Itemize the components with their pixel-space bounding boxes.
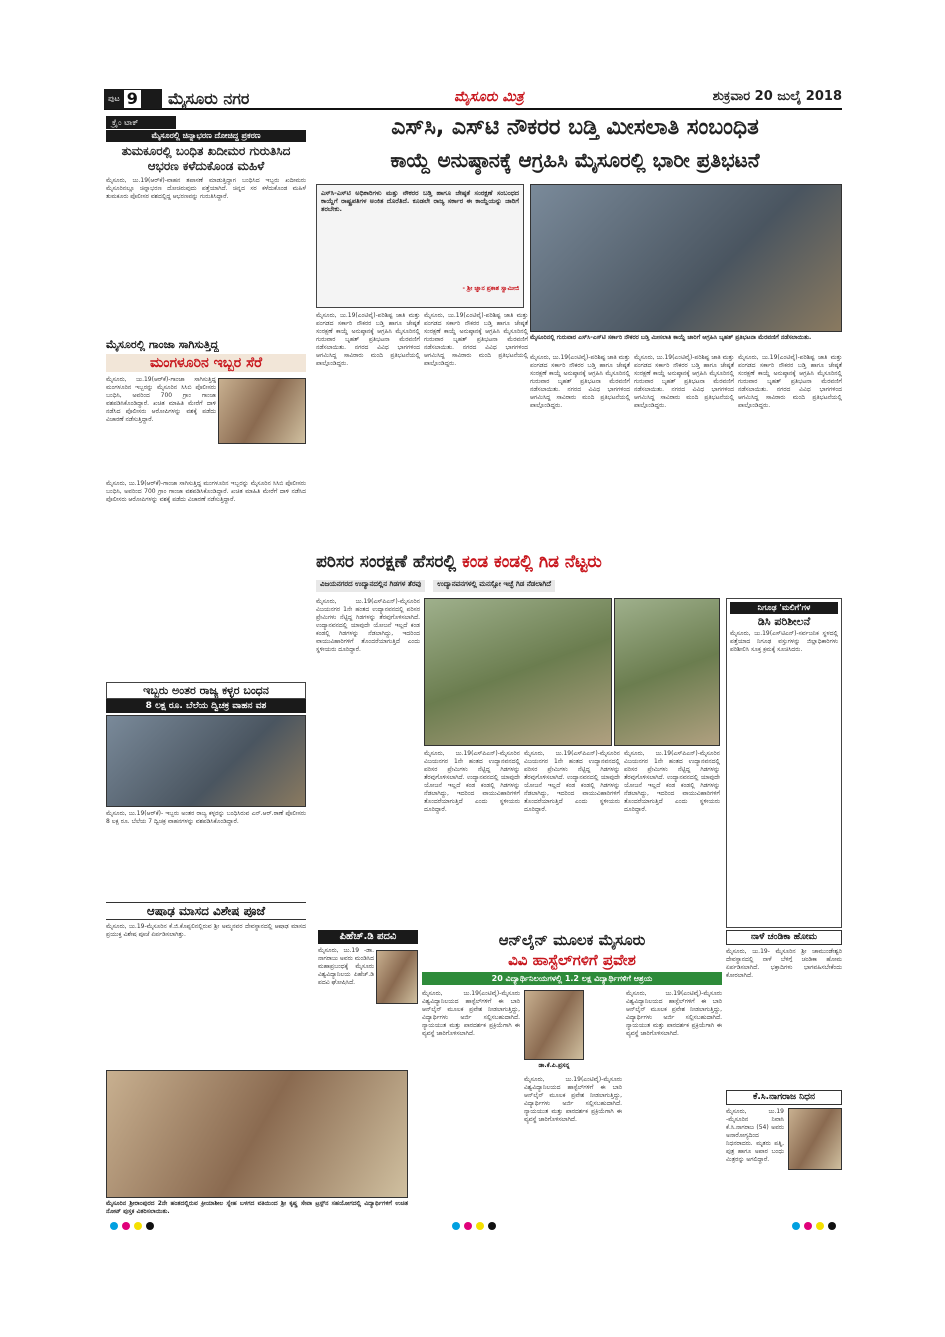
env-tag-2: ಉದ್ಯಾನವನಗಳಲ್ಲಿ ಮನಸ್ಸೋ ಇಚ್ಛೆ ಗಿಡ ನೆಡಲಾಗಿದೆ (433, 580, 555, 592)
page-number-badge (104, 89, 162, 109)
arrest-photo (218, 378, 306, 444)
lead-headline (308, 112, 842, 178)
story-body-cont: ಮೈಸೂರು, ಜು.19(ಆರ್‌ಕೆ)-ಗಾಂಜಾ ಸಾಗಿಸುತ್ತಿದ್ದ ಮಂಗಳೂರಿನ ಇಬ್ಬರನ್ನು ಮೈಸೂರಿನ ಸಿಸಿಬಿ ಪೊಲೀಸರು ಬಂಧಿಸಿ, ಅವರಿಂದ 700 ಗ್ರಾಂ ಗಾಂಜಾ ವಶಪಡಿಸಿಕೊಂಡಿದ್ದಾರೆ. ಖಚಿತ ಮಾಹಿತಿ ಮೇರೆಗೆ ದಾಳಿ ನಡೆಸಿದ ಪೊಲೀಸರು ಆರೋಪಿಗಳನ್ನು ವಶಕ್ಕೆ ಪಡೆದು ವಿಚಾರಣೆ ನಡೆಸುತ್ತಿದ್ದಾರೆ. (106, 480, 306, 503)
story-kicker: ಮೈಸೂರಲ್ಲಿ ಚಿನ್ನಾಭರಣ ದೋಚಿದ್ದ ಪ್ರಕರಣ (106, 130, 306, 142)
story-subhead: 8 ಲಕ್ಷ ರೂ. ಬೆಲೆಯ ದ್ವಿಚಕ್ರ ವಾಹನ ವಶ (106, 699, 306, 713)
hostel-body-col3: ಮೈಸೂರು, ಜು.19(ಎಂಟಿವೈ)-ಮೈಸೂರು ವಿಶ್ವವಿದ್ಯಾನಿಲಯದ ಹಾಸ್ಟೆಲ್‌ಗಳಿಗೆ ಈ ಬಾರಿ ಆನ್‌ಲೈನ್ ಮೂಲಕ ಪ್ರವೇಶ ನೀಡಲಾಗುತ್ತಿದ್ದು, ವಿದ್ಯಾರ್ಥಿಗಳು ಅರ್ಜಿ ಸಲ್ಲಿಸಬಹುದಾಗಿದೆ. ನ್ಯಾಯಯುತ ಮತ್ತು ಪಾರದರ್ಶಕ ಪ್ರಕ್ರಿಯೆಗಾಗಿ ಈ ವ್ಯವಸ್ಥೆ ಜಾರಿಗೊಳಿಸಲಾಗಿದೆ. (626, 990, 722, 1037)
story-headline: ಕೆ.ಸಿ.ನಾಗರಾಜ ನಿಧನ (726, 1090, 842, 1105)
lead-body-col1: ಮೈಸೂರು, ಜು.19(ಎಂಟಿವೈ)-ಪರಿಶಿಷ್ಟ ಜಾತಿ ಮತ್ತು ಪಂಗಡದ ಸರ್ಕಾರಿ ನೌಕರರ ಬಡ್ತಿ ಹಾಗೂ ಜೇಷ್ಠತೆ ಸಂರಕ್ಷಣೆ ಕಾಯ್ದೆ ಅನುಷ್ಠಾನಕ್ಕೆ ಆಗ್ರಹಿಸಿ ಮೈಸೂರಿನಲ್ಲಿ ಗುರುವಾರ ಬೃಹತ್ ಪ್ರತಿಭಟನಾ ಮೆರವಣಿಗೆ ನಡೆಸಲಾಯಿತು. ನಗರದ ವಿವಿಧ ಭಾಗಗಳಿಂದ ಆಗಮಿಸಿದ್ದ ಸಾವಿರಾರು ಮಂದಿ ಪ್ರತಿಭಟನೆಯಲ್ಲಿ ಪಾಲ್ಗೊಂಡಿದ್ದರು. (316, 312, 420, 367)
hostel-body-col1: ಮೈಸೂರು, ಜು.19(ಎಂಟಿವೈ)-ಮೈಸೂರು ವಿಶ್ವವಿದ್ಯಾನಿಲಯದ ಹಾಸ್ಟೆಲ್‌ಗಳಿಗೆ ಈ ಬಾರಿ ಆನ್‌ಲೈನ್ ಮೂಲಕ ಪ್ರವೇಶ ನೀಡಲಾಗುತ್ತಿದ್ದು, ವಿದ್ಯಾರ್ಥಿಗಳು ಅರ್ಜಿ ಸಲ್ಲಿಸಬಹುದಾಗಿದೆ. ನ್ಯಾಯಯುತ ಮತ್ತು ಪಾರದರ್ಶಕ ಪ್ರಕ್ರಿಯೆಗಾಗಿ ಈ ವ್ಯವಸ್ಥೆ ಜಾರಿಗೊಳಿಸಲಾಗಿದೆ. (422, 990, 520, 1037)
lead-body-col5: ಮೈಸೂರು, ಜು.19(ಎಂಟಿವೈ)-ಪರಿಶಿಷ್ಟ ಜಾತಿ ಮತ್ತು ಪಂಗಡದ ಸರ್ಕಾರಿ ನೌಕರರ ಬಡ್ತಿ ಹಾಗೂ ಜೇಷ್ಠತೆ ಸಂರಕ್ಷಣೆ ಕಾಯ್ದೆ ಅನುಷ್ಠಾನಕ್ಕೆ ಆಗ್ರಹಿಸಿ ಮೈಸೂರಿನಲ್ಲಿ ಗುರುವಾರ ಬೃಹತ್ ಪ್ರತಿಭಟನಾ ಮೆರವಣಿಗೆ ನಡೆಸಲಾಯಿತು. ನಗರದ ವಿವಿಧ ಭಾಗಗಳಿಂದ ಆಗಮಿಸಿದ್ದ ಸಾವಿರಾರು ಮಂದಿ ಪ್ರತಿಭಟನೆಯಲ್ಲಿ ಪಾಲ್ಗೊಂಡಿದ್ದರು. (738, 354, 842, 409)
story-ganja (106, 338, 306, 608)
story-kicker: ಮೈಸೂರಲ್ಲಿ ಗಾಂಜಾ ಸಾಗಿಸುತ್ತಿದ್ದ (106, 338, 219, 351)
hostel-photo-caption: ಡಾ.ಕೆ.ಪಿ.ಪ್ರಸನ್ನ (538, 1062, 570, 1069)
story-headline: ನಾಳೆ ಚಂಡಿಕಾ ಹೋಮ (726, 930, 842, 945)
story-thieves (106, 682, 306, 910)
env-headline-part1: ಪರಿಸರ ಸಂರಕ್ಷಣೆ ಹೆಸರಲ್ಲಿ (316, 552, 463, 572)
env-body-col3: ಮೈಸೂರು, ಜು.19(ಎಸ್‌ಪಿಎನ್)-ಮೈಸೂರಿನ ವಿಜಯನಗರ 1ನೇ ಹಂತದ ಉದ್ಯಾನವನದಲ್ಲಿ ಪರಿಸರ ಪ್ರೇಮಿಗಳು ನೆಟ್ಟಿದ್ದ ಗಿಡಗಳನ್ನು ತೆರವುಗೊಳಿಸಲಾಗಿದೆ. ಉದ್ಯಾನವನದಲ್ಲಿ ಯಾವುದೇ ಯೋಜನೆ ಇಲ್ಲದೆ ಕಂಡ ಕಂಡಲ್ಲಿ ಗಿಡಗಳನ್ನು ನೆಡಲಾಗಿದ್ದು, ಇದರಿಂದ ವಾಯುವಿಹಾರಿಗಳಿಗೆ ತೊಂದರೆಯಾಗುತ್ತಿದೆ ಎಂದು ಸ್ಥಳೀಯರು ದೂರಿದ್ದಾರೆ. (524, 750, 620, 813)
lead-body-col4: ಮೈಸೂರು, ಜು.19(ಎಂಟಿವೈ)-ಪರಿಶಿಷ್ಟ ಜಾತಿ ಮತ್ತು ಪಂಗಡದ ಸರ್ಕಾರಿ ನೌಕರರ ಬಡ್ತಿ ಹಾಗೂ ಜೇಷ್ಠತೆ ಸಂರಕ್ಷಣೆ ಕಾಯ್ದೆ ಅನುಷ್ಠಾನಕ್ಕೆ ಆಗ್ರಹಿಸಿ ಮೈಸೂರಿನಲ್ಲಿ ಗುರುವಾರ ಬೃಹತ್ ಪ್ರತಿಭಟನಾ ಮೆರವಣಿಗೆ ನಡೆಸಲಾಯಿತು. ನಗರದ ವಿವಿಧ ಭಾಗಗಳಿಂದ ಆಗಮಿಸಿದ್ದ ಸಾವಿರಾರು ಮಂದಿ ಪ್ರತಿಭಟನೆಯಲ್ಲಿ ಪಾಲ್ಗೊಂಡಿದ್ದರು. (634, 354, 734, 409)
hostel-portrait (524, 990, 584, 1060)
park-photo-2 (614, 598, 720, 746)
env-body-col2: ಮೈಸೂರು, ಜು.19(ಎಸ್‌ಪಿಎನ್)-ಮೈಸೂರಿನ ವಿಜಯನಗರ 1ನೇ ಹಂತದ ಉದ್ಯಾನವನದಲ್ಲಿ ಪರಿಸರ ಪ್ರೇಮಿಗಳು ನೆಟ್ಟಿದ್ದ ಗಿಡಗಳನ್ನು ತೆರವುಗೊಳಿಸಲಾಗಿದೆ. ಉದ್ಯಾನವನದಲ್ಲಿ ಯಾವುದೇ ಯೋಜನೆ ಇಲ್ಲದೆ ಕಂಡ ಕಂಡಲ್ಲಿ ಗಿಡಗಳನ್ನು ನೆಡಲಾಗಿದ್ದು, ಇದರಿಂದ ವಾಯುವಿಹಾರಿಗಳಿಗೆ ತೊಂದರೆಯಾಗುತ್ತಿದೆ ಎಂದು ಸ್ಥಳೀಯರು ದೂರಿದ್ದಾರೆ. (424, 750, 520, 813)
sidebar-body: ಮೈಸೂರು, ಜು.19(ಎಸ್‌ಟಿಎನ್)-ಸರ್ವಜನಿಕ ಸ್ಥಳದಲ್ಲಿ ಪತ್ತೆಯಾದ ನಿಗೂಢ ವಸ್ತುಗಳನ್ನು ಜಿಲ್ಲಾಧಿಕಾರಿಗಳು ಪರಿಶೀಲಿಸಿ ಸೂಕ್ತ ಕ್ರಮಕ್ಕೆ ಸೂಚಿಸಿದರು. (730, 630, 838, 653)
story-headline: ಇಬ್ಬರು ಅಂತರ ರಾಜ್ಯ ಕಳ್ಳರ ಬಂಧನ (106, 682, 306, 699)
bikes-photo (106, 715, 306, 807)
park-photo-1 (424, 598, 612, 746)
story-body: ಮೈಸೂರು, ಜು.19(ಆರ್‌ಕೆ)-ವಾಹನ ತಪಾಸಣೆ ಮಾಡುತ್ತಿದ್ದಾಗ ಬಂಧಿಸಿದ ಇಬ್ಬರು ಖದೀಮರು ಮೈಸೂರಿನಲ್ಲೂ ಚಿನ್ನಾಭರಣ ದೋಚಿರುವುದು ಪತ್ತೆಯಾಗಿದೆ. ಚಿನ್ನದ ಸರ ಕಳೆದುಕೊಂಡ ಮಹಿಳೆ ತುಮಕೂರು ಪೊಲೀಸರ ವಶದಲ್ಲಿದ್ದ ಆಭರಣವನ್ನು ಗುರುತಿಸಿದ್ದಾರೆ. (106, 177, 306, 200)
lead-headline-line2: ಕಾಯ್ದೆ ಅನುಷ್ಠಾನಕ್ಕೆ ಆಗ್ರಹಿಸಿ ಮೈಸೂರಲ್ಲಿ ಭಾರೀ ಪ್ರತಿಭಟನೆ (390, 148, 760, 172)
hostel-body-col2: ಮೈಸೂರು, ಜು.19(ಎಂಟಿವೈ)-ಮೈಸೂರು ವಿಶ್ವವಿದ್ಯಾನಿಲಯದ ಹಾಸ್ಟೆಲ್‌ಗಳಿಗೆ ಈ ಬಾರಿ ಆನ್‌ಲೈನ್ ಮೂಲಕ ಪ್ರವೇಶ ನೀಡಲಾಗುತ್ತಿದ್ದು, ವಿದ್ಯಾರ್ಥಿಗಳು ಅರ್ಜಿ ಸಲ್ಲಿಸಬಹುದಾಗಿದೆ. ನ್ಯಾಯಯುತ ಮತ್ತು ಪಾರದರ್ಶಕ ಪ್ರಕ್ರಿಯೆಗಾಗಿ ಈ ವ್ಯವಸ್ಥೆ ಜಾರಿಗೊಳಿಸಲಾಗಿದೆ. (524, 1076, 622, 1123)
registration-marks-right (792, 1222, 836, 1230)
story-body: ಮೈಸೂರು, ಜು.19(ಆರ್‌ಕೆ)- ಇಬ್ಬರು ಅಂತರ ರಾಜ್ಯ ಕಳ್ಳರನ್ನು ಬಂಧಿಸಿರುವ ಎನ್.ಆರ್.ಠಾಣೆ ಪೊಲೀಸರು 8 ಲಕ್ಷ ರೂ. ಬೆಲೆಯ 7 ದ್ವಿಚಕ್ರ ವಾಹನಗಳನ್ನು ವಶಪಡಿಸಿಕೊಂಡಿದ್ದಾರೆ. (106, 810, 306, 825)
crime-tag: ಕ್ರೈಂ ಟಾಕ್ (106, 116, 176, 129)
story-headline: ಆಷಾಢ ಮಾಸದ ವಿಶೇಷ ಪೂಜೆ (106, 902, 306, 920)
page-label: ಪುಟ (108, 94, 120, 103)
protest-photo (530, 184, 842, 332)
masthead: ಮೈಸೂರು ಮಿತ್ರ (454, 89, 524, 105)
registration-marks-left (110, 1222, 154, 1230)
page-header (104, 88, 842, 110)
chandika-homa-story (726, 930, 842, 1082)
story-headline: ತುಮಕೂರಲ್ಲಿ ಬಂಧಿತ ಖದೀಮರ ಗುರುತಿಸಿದ ಆಭರಣ ಕಳೆದುಕೊಂಡ ಮಹಿಳೆ (121, 144, 291, 173)
env-body-col4: ಮೈಸೂರು, ಜು.19(ಎಸ್‌ಪಿಎನ್)-ಮೈಸೂರಿನ ವಿಜಯನಗರ 1ನೇ ಹಂತದ ಉದ್ಯಾನವನದಲ್ಲಿ ಪರಿಸರ ಪ್ರೇಮಿಗಳು ನೆಟ್ಟಿದ್ದ ಗಿಡಗಳನ್ನು ತೆರವುಗೊಳಿಸಲಾಗಿದೆ. ಉದ್ಯಾನವನದಲ್ಲಿ ಯಾವುದೇ ಯೋಜನೆ ಇಲ್ಲದೆ ಕಂಡ ಕಂಡಲ್ಲಿ ಗಿಡಗಳನ್ನು ನೆಡಲಾಗಿದ್ದು, ಇದರಿಂದ ವಾಯುವಿಹಾರಿಗಳಿಗೆ ತೊಂದರೆಯಾಗುತ್ತಿದೆ ಎಂದು ಸ್ಥಳೀಯರು ದೂರಿದ್ದಾರೆ. (624, 750, 720, 813)
hostel-headline-line1: ಆನ್‌ಲೈನ್ ಮೂಲಕ ಮೈಸೂರು (498, 931, 646, 949)
env-tag-1: ವಿಜಯನಗರದ ಉದ್ಯಾನದಲ್ಲಿನ ಗಿಡಗಳ ತೆರವು (316, 580, 425, 592)
phd-body: ಮೈಸೂರು, ಜು.19 -ಡಾ. ನಾಗರಾಜು ಅವರು ಮಂಡಿಸಿದ ಮಹಾಪ್ರಬಂಧಕ್ಕೆ ಮೈಸೂರು ವಿಶ್ವವಿದ್ಯಾನಿಲಯ ಪಿಹೆಚ್.ಡಿ ಪದವಿ ಘೋಷಿಸಿದೆ. (318, 947, 374, 986)
phd-headline: ಪಿಹೆಚ್.ಡಿ ಪದವಿ (318, 930, 418, 944)
story-body: ಮೈಸೂರು, ಜು.19(ಆರ್‌ಕೆ)-ಗಾಂಜಾ ಸಾಗಿಸುತ್ತಿದ್ದ ಮಂಗಳೂರಿನ ಇಬ್ಬರನ್ನು ಮೈಸೂರಿನ ಸಿಸಿಬಿ ಪೊಲೀಸರು ಬಂಧಿಸಿ, ಅವರಿಂದ 700 ಗ್ರಾಂ ಗಾಂಜಾ ವಶಪಡಿಸಿಕೊಂಡಿದ್ದಾರೆ. ಖಚಿತ ಮಾಹಿತಿ ಮೇರೆಗೆ ದಾಳಿ ನಡೆಸಿದ ಪೊಲೀಸರು ಆರೋಪಿಗಳನ್ನು ವಶಕ್ಕೆ ಪಡೆದು ವಿಚಾರಣೆ ನಡೆಸುತ್ತಿದ್ದಾರೆ. (106, 376, 216, 423)
obituary-portrait (788, 1108, 842, 1170)
lead-quote: ಎಸ್‌ಸಿ-ಎಸ್‌ಟಿ ಅಧಿಕಾರಿಗಳು ಮತ್ತು ನೌಕರರ ಬಡ್ತಿ ಹಾಗೂ ಜೇಷ್ಠತೆ ಸಂರಕ್ಷಣೆ ಸಂಬಂಧದ ಕಾಯ್ದೆಗೆ ರಾಷ್ಟ್ರಪತಿಗಳ ಅಂಕಿತ ದೊರೆತಿದೆ. ಕೂಡಲೇ ರಾಜ್ಯ ಸರ್ಕಾರ ಈ ಕಾಯ್ದೆಯನ್ನು ಜಾರಿಗೆ ತರಬೇಕು. (321, 189, 519, 213)
section-title: ಮೈಸೂರು ನಗರ (168, 89, 250, 108)
story-gold-theft (106, 130, 306, 352)
phd-box (318, 930, 418, 1064)
env-tags (316, 580, 842, 592)
env-body-col1: ಮೈಸೂರು, ಜು.19(ಎಸ್‌ಪಿಎನ್)-ಮೈಸೂರಿನ ವಿಜಯನಗರ 1ನೇ ಹಂತದ ಉದ್ಯಾನವನದಲ್ಲಿ ಪರಿಸರ ಪ್ರೇಮಿಗಳು ನೆಟ್ಟಿದ್ದ ಗಿಡಗಳನ್ನು ತೆರವುಗೊಳಿಸಲಾಗಿದೆ. ಉದ್ಯಾನವನದಲ್ಲಿ ಯಾವುದೇ ಯೋಜನೆ ಇಲ್ಲದೆ ಕಂಡ ಕಂಡಲ್ಲಿ ಗಿಡಗಳನ್ನು ನೆಡಲಾಗಿದ್ದು, ಇದರಿಂದ ವಾಯುವಿಹಾರಿಗಳಿಗೆ ತೊಂದರೆಯಾಗುತ್ತಿದೆ ಎಂದು ಸ್ಥಳೀಯರು ದೂರಿದ್ದಾರೆ. (316, 598, 420, 653)
sidebar-title-1: ನಿಗೂಢ 'ಮಲಿಗೆ'ಗಳ (730, 602, 838, 614)
hostel-subhead: 20 ವಿದ್ಯಾರ್ಥಿನಿಲಯಗಳಲ್ಲಿ 1.2 ಲಕ್ಷ ವಿದ್ಯಾರ್ಥಿಗಳಿಗೆ ಆಶ್ರಯ (422, 972, 722, 985)
notebook-distribution-photo (106, 1070, 408, 1198)
sidebar-title-2: ಡಿಸಿ ಪರಿಶೀಲನೆ (757, 615, 811, 628)
story-body: ಮೈಸೂರು, ಜು.19 -ಮೈಸೂರಿನ ನಿವಾಸಿ ಕೆ.ಸಿ.ನಾಗರಾಜ (54) ಅವರು ಅನಾರೋಗ್ಯದಿಂದ ನಿಧನರಾದರು. ಮೃತರು ಪತ್ನಿ, ಪುತ್ರ ಹಾಗೂ ಅಪಾರ ಬಂಧು ಮಿತ್ರರನ್ನು ಅಗಲಿದ್ದಾರೆ. (726, 1108, 784, 1163)
obituary-story (726, 1090, 842, 1232)
story-body: ಮೈಸೂರು, ಜು.19-ಮೈಸೂರಿನ ಕೆ.ಜಿ.ಕೊಪ್ಪಲಿನಲ್ಲಿರುವ ಶ್ರೀ ಅಮ್ಮನವರ ದೇವಸ್ಥಾನದಲ್ಲಿ ಆಷಾಢ ಮಾಸದ ಪ್ರಯುಕ್ತ ವಿಶೇಷ ಪೂಜೆ ಏರ್ಪಡಿಸಲಾಗಿತ್ತು. (106, 923, 306, 938)
lead-quote-author: - ಶ್ರೀ ಜ್ಞಾನ ಪ್ರಕಾಶ ಸ್ವಾಮೀಜಿ (462, 285, 519, 292)
phd-portrait (376, 950, 418, 1004)
dc-inspection-box (726, 598, 842, 928)
story-ashada-pooja (106, 902, 306, 971)
lead-body-col3: ಮೈಸೂರು, ಜು.19(ಎಂಟಿವೈ)-ಪರಿಶಿಷ್ಟ ಜಾತಿ ಮತ್ತು ಪಂಗಡದ ಸರ್ಕಾರಿ ನೌಕರರ ಬಡ್ತಿ ಹಾಗೂ ಜೇಷ್ಠತೆ ಸಂರಕ್ಷಣೆ ಕಾಯ್ದೆ ಅನುಷ್ಠಾನಕ್ಕೆ ಆಗ್ರಹಿಸಿ ಮೈಸೂರಿನಲ್ಲಿ ಗುರುವಾರ ಬೃಹತ್ ಪ್ರತಿಭಟನಾ ಮೆರವಣಿಗೆ ನಡೆಸಲಾಯಿತು. ನಗರದ ವಿವಿಧ ಭಾಗಗಳಿಂದ ಆಗಮಿಸಿದ್ದ ಸಾವಿರಾರು ಮಂದಿ ಪ್ರತಿಭಟನೆಯಲ್ಲಿ ಪಾಲ್ಗೊಂಡಿದ್ದರು. (530, 354, 630, 409)
story-headline: ಮಂಗಳೂರಿನ ಇಬ್ಬರ ಸೆರೆ (106, 354, 306, 372)
story-body: ಮೈಸೂರು, ಜು.19- ಮೈಸೂರಿನ ಶ್ರೀ ಚಾಮುಂಡೇಶ್ವರಿ ದೇವಸ್ಥಾನದಲ್ಲಿ ನಾಳೆ ಬೆಳಿಗ್ಗೆ ಚಂಡಿಕಾ ಹೋಮ ಏರ್ಪಡಿಸಲಾಗಿದೆ. ಭಕ್ತಾದಿಗಳು ಭಾಗವಹಿಸಬೇಕೆಂದು ಕೋರಲಾಗಿದೆ. (726, 948, 842, 979)
hostel-headline-line2: ವಿವಿ ಹಾಸ್ಟೆಲ್‌ಗಳಿಗೆ ಪ್ರವೇಶ (508, 951, 636, 969)
lead-body-col2: ಮೈಸೂರು, ಜು.19(ಎಂಟಿವೈ)-ಪರಿಶಿಷ್ಟ ಜಾತಿ ಮತ್ತು ಪಂಗಡದ ಸರ್ಕಾರಿ ನೌಕರರ ಬಡ್ತಿ ಹಾಗೂ ಜೇಷ್ಠತೆ ಸಂರಕ್ಷಣೆ ಕಾಯ್ದೆ ಅನುಷ್ಠಾನಕ್ಕೆ ಆಗ್ರಹಿಸಿ ಮೈಸೂರಿನಲ್ಲಿ ಗುರುವಾರ ಬೃಹತ್ ಪ್ರತಿಭಟನಾ ಮೆರವಣಿಗೆ ನಡೆಸಲಾಯಿತು. ನಗರದ ವಿವಿಧ ಭಾಗಗಳಿಂದ ಆಗಮಿಸಿದ್ದ ಸಾವಿರಾರು ಮಂದಿ ಪ್ರತಿಭಟನೆಯಲ್ಲಿ ಪಾಲ್ಗೊಂಡಿದ್ದರು. (424, 312, 528, 367)
lead-photo-caption: ಮೈಸೂರಿನಲ್ಲಿ ಗುರುವಾರ ಎಸ್‌ಸಿ-ಎಸ್‌ಟಿ ಸರ್ಕಾರಿ ನೌಕರರ ಬಡ್ತಿ ಮೀಸಲಾತಿ ಕಾಯ್ದೆ ಜಾರಿಗೆ ಆಗ್ರಹಿಸಿ ಬೃಹತ್ ಪ್ರತಿಭಟನಾ ಮೆರವಣಿಗೆ ನಡೆಸಲಾಯಿತು. (530, 334, 812, 341)
lead-quote-box (316, 184, 524, 308)
registration-marks-center (452, 1222, 496, 1230)
env-headline-part2: ಕಂಡ ಕಂಡಲ್ಲಿ ಗಿಡ ನೆಟ್ಟರು (462, 552, 602, 572)
page-number: 9 (124, 90, 141, 108)
env-headline (316, 548, 842, 576)
issue-date: ಶುಕ್ರವಾರ 20 ಜುಲೈ 2018 (712, 89, 842, 104)
hostel-story (422, 930, 722, 1123)
lead-headline-line1: ಎಸ್‌ಸಿ, ಎಸ್‌ಟಿ ನೌಕರರ ಬಡ್ತಿ ಮೀಸಲಾತಿ ಸಂಬಂಧಿತ (391, 115, 759, 140)
photo-caption: ಮೈಸೂರಿನ ಶ್ರೀರಾಂಪುರದ 2ನೇ ಹಂತದಲ್ಲಿರುವ ಕ್ರೀಯಾಶೀಲ ಸ್ನೇಹ ಬಳಗದ ವತಿಯಿಂದ ಶ್ರೀ ಕೃಷ್ಣ ಸೇವಾ ಟ್ರಸ್ಟ್‌ನ ಸಹಯೋಗದಲ್ಲಿ ವಿದ್ಯಾರ್ಥಿಗಳಿಗೆ ಉಚಿತ ನೋಟ್ ಪುಸ್ತಕ ವಿತರಿಸಲಾಯಿತು. (106, 1200, 408, 1215)
